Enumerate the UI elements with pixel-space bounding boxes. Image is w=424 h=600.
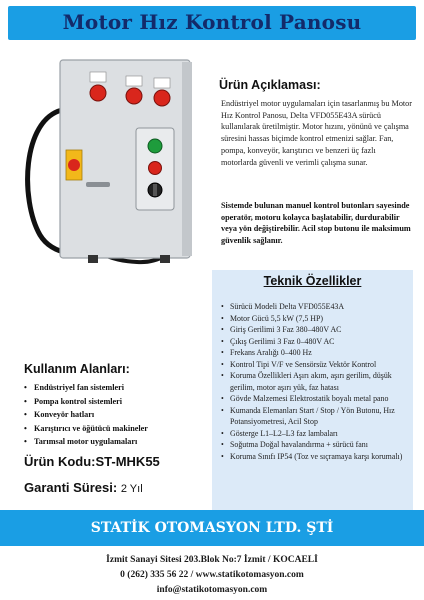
- spec-item: • Gövde Malzemesi Elektrostatik boyalı metal pano: [221, 393, 411, 405]
- control-panel-photo: [22, 50, 212, 275]
- company-phone-web: 0 (262) 335 56 22 / www.statikotomasyon.com: [120, 570, 304, 580]
- stop-button-icon: [149, 162, 162, 175]
- cabinet-side: [182, 62, 192, 256]
- spec-item: • Gösterge L1–L2–L3 faz lambaları: [221, 428, 411, 440]
- lamp-l3-icon: [154, 90, 170, 106]
- usage-item: • Karıştırıcı ve öğütücü makineler: [24, 422, 148, 436]
- warranty: [24, 480, 143, 495]
- usage-item: • Pompa kontrol sistemleri: [24, 395, 148, 409]
- spec-item: • Koruma Özellikleri Aşırı akım, aşırı gerilim, düşük gerilim, motor aşırı yük, faz hatası: [221, 370, 411, 393]
- start-button-icon: [148, 139, 162, 153]
- spec-item: • Soğutma Doğal havalandırma + sürücü fanı: [221, 439, 411, 451]
- description-text: Endüstriyel motor uygulamaları için tasarlanmış bu Motor Hız Kontrol Panosu, Delta VFD055E43A sürücü kullanılarak üretilmiştir. Motor hızını, yönünü ve çalışma süresini hassas biçimde kontrol etmenizi sağlar. Fan, pompa, konveyör, karıştırıcı ve benzeri üç fazlı motorlarda güvenli ve verimli çalışma sunar.: [221, 99, 413, 167]
- product-code-label: Ürün Kodu:: [24, 454, 96, 469]
- warranty-value: 2 Yıl: [120, 483, 143, 495]
- company-name: STATİK OTOMASYON LTD. ŞTİ: [90, 520, 334, 536]
- spec-item: • Motor Gücü 5,5 kW (7,5 HP): [221, 313, 411, 325]
- lamp-holder-l2: [126, 76, 142, 86]
- warranty-label: Garanti Süresi:: [24, 480, 118, 495]
- usage-heading: Kullanım Alanları:: [24, 362, 130, 376]
- cable-gland-right: [160, 255, 170, 263]
- spec-item: • Kontrol Tipi V/F ve Sensörsüz Vektör Kontrol: [221, 359, 411, 371]
- spec-item: • Sürücü Modeli Delta VFD055E43A: [221, 301, 411, 313]
- usage-item: • Endüstriyel fan sistemleri: [24, 381, 148, 395]
- company-email: info@statikotomasyon.com: [156, 585, 268, 595]
- specs-list: [221, 301, 411, 462]
- lamp-holder-l1: [90, 72, 106, 82]
- door-handle-icon: [86, 182, 110, 187]
- specs-heading: Teknik Özellikler: [263, 274, 362, 288]
- cable-gland-left: [88, 255, 98, 263]
- selector-knob-pointer: [153, 184, 157, 196]
- usage-item: • Tarımsal motor uygulamaları: [24, 435, 148, 449]
- spec-item: • Kumanda Elemanları Start / Stop / Yön Butonu, Hız Potansiyometresi, Acil Stop: [221, 405, 411, 428]
- spec-item: • Giriş Gerilimi 3 Faz 380–480V AC: [221, 324, 411, 336]
- rotary-switch-knob-icon: [68, 159, 80, 171]
- title-banner: [8, 6, 416, 40]
- product-code: [24, 454, 160, 469]
- company-address: İzmit Sanayi Sitesi 203.Blok No:7 İzmit / KOCAELİ: [106, 555, 318, 565]
- lamp-holder-l3: [154, 78, 170, 88]
- description-highlight: Sistemde bulunan manuel kontrol butonları sayesinde operatör, motoru kolayca başlatabilir, durdurabilir veya yön değiştirebilir. Acil stop butonu ile maksimum güvenlik sağlanır.: [221, 201, 411, 246]
- spec-item: • Frekans Aralığı 0–400 Hz: [221, 347, 411, 359]
- usage-item: • Konveyör hatları: [24, 408, 148, 422]
- lamp-l2-icon: [126, 88, 142, 104]
- product-code-value: ST-MHK55: [95, 454, 160, 469]
- spec-item: • Çıkış Gerilimi 3 Faz 0–480V AC: [221, 336, 411, 348]
- spec-item: • Koruma Sınıfı IP54 (Toz ve sıçramaya karşı korumalı): [221, 451, 411, 463]
- description-heading: Ürün Açıklaması:: [219, 78, 321, 92]
- usage-list: [24, 381, 148, 449]
- lamp-l1-icon: [90, 85, 106, 101]
- page-title: Motor Hız Kontrol Panosu: [62, 10, 362, 34]
